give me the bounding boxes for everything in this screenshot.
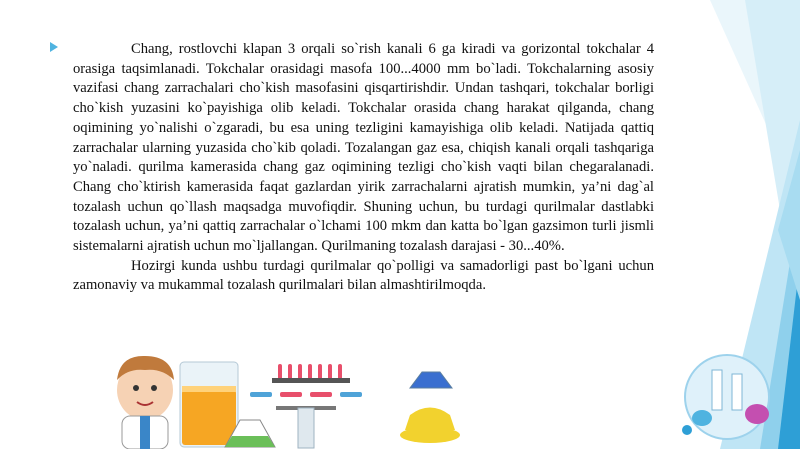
flask-icon xyxy=(225,372,460,447)
triangle-bullet-icon xyxy=(50,42,58,52)
paragraph-1: Chang, rostlovchi klapan 3 orqali so`rish kanali 6 ga kiradi va gorizontal tokchalar 4 orasiga taqsimlanadi. Tokchalar orasidagi masofa 100...4000 mm bo`ladi. Tokchalarning asosiy vazifasi chang zarrachalari cho`kish masofasini qisqartirishdir. Undan tashqari, tokchalar borligi cho`kish yuzasini ko`payishiga olib keladi. Tokchalar orasida chang harakat qilganda, chang oqimining yo`nalishi o`zgaradi, bu esa uning tezligini kamayishiga olib keladi. Natijada qattiq zarrachalar ularning yuzasida cho`kib qoladi. Tozalangan gaz esa, chiqish kanali orqali tashqariga yo`naladi. qurilma kamerasida chang gaz oqimining tezligi cho`kish vaqti bilan chegaralanadi. Chang cho`ktirish kamerasida faqat gazlardan yirik zarrachalarni ajratish mumkin, ya’ni dag`al tozalash uchun qo`llash maqsadga muvofiqdir. Shuning uchun, bu turdagi qurilmalar dastlabki tozalash uchun, ya’ni qattiq zarrachalar o`lchami 100 mkm dan katta bo`lgan gazsimon turli jismli sistemalarni ajratish uchun mo`ljallangan. Qurilmaning tozalash darajasi - 30...40%. xyxy=(73,41,654,255)
lab-illustration xyxy=(100,350,480,449)
body-text xyxy=(73,40,654,296)
beaker-icon xyxy=(180,362,238,447)
scientist-child-icon xyxy=(117,356,174,449)
science-globe-icon xyxy=(672,352,782,442)
paragraph-2: Hozirgi kunda ushbu turdagi qurilmalar qo`polligi va samadorligi past bo`lgani uchun zamonaviy va mukammal tozalash qurilmalari bilan almashtirilmoqda. xyxy=(73,257,654,294)
